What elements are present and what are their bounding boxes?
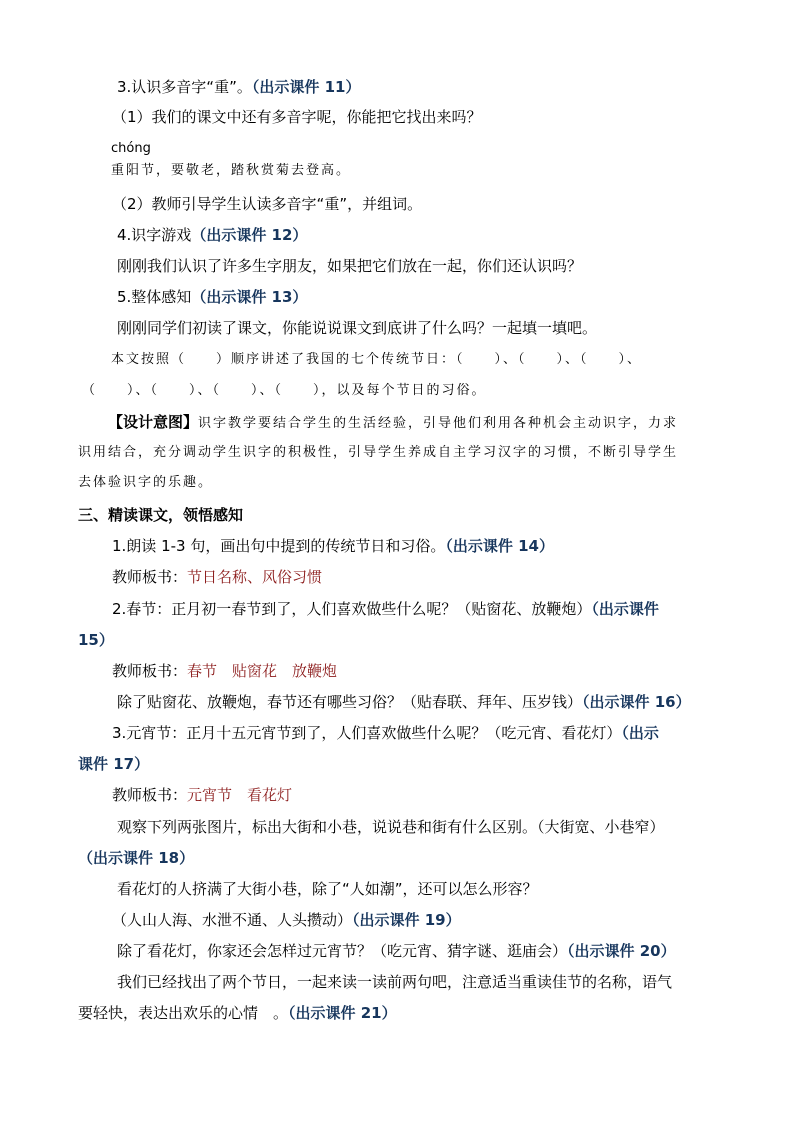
paragraph: （2）教师引导学生认读多音字“重”，并组词。	[112, 195, 423, 213]
section-5-heading	[117, 286, 307, 308]
design-intent-text: 识字教学要结合学生的生活经验，引导他们利用各种机会主动识字，力求	[198, 416, 679, 431]
courseware-ref: （出示课件 16）	[582, 693, 691, 711]
fill-in-blank-line-2: （ ）、（ ）、（ ）、（ ），以及每个节日的习俗。	[82, 383, 487, 398]
text: 除了贴窗花、放鞭炮，春节还有哪些习俗？（贴春联、拜年、压岁钱）	[117, 693, 583, 711]
blackboard-note	[112, 566, 322, 588]
text: （人山人海、水泄不通、人头攒动）	[112, 911, 353, 929]
label: 教师板书：	[112, 568, 188, 586]
courseware-ref: （出示课件 20）	[567, 942, 676, 960]
design-intent-continued: 去体验识字的乐趣。	[78, 475, 214, 490]
paragraph: 刚刚同学们初读了课文，你能说说课文到底讲了什么吗？一起填一填吧。	[117, 319, 598, 337]
heading-text: 5.整体感知	[117, 288, 192, 306]
blackboard-note	[112, 784, 292, 806]
board-content: 春节 贴窗花 放鞭炮	[187, 662, 338, 680]
text: 2.春节：正月初一春节到了，人们喜欢做些什么呢？（贴窗花、放鞭炮）	[112, 600, 592, 618]
text: 除了看花灯，你家还会怎样过元宵节？（吃元宵、猜字谜、逛庙会）	[117, 942, 568, 960]
courseware-ref: （出示课件 19）	[352, 911, 461, 929]
paragraph: 我们已经找出了两个节日，一起来读一读前两句吧，注意适当重读佳节的名称，语气	[117, 973, 673, 991]
text: 3.元宵节：正月十五元宵节到了，人们喜欢做些什么呢？（吃元宵、看花灯）	[112, 724, 622, 742]
courseware-ref: （出示	[621, 724, 659, 742]
label: 教师板书：	[112, 786, 188, 804]
board-content: 元宵节 看花灯	[187, 786, 293, 804]
paragraph: （1）我们的课文中还有多音字呢，你能把它找出来吗？	[112, 108, 482, 126]
section-heading-three: 三、精读课文，领悟感知	[78, 506, 244, 524]
courseware-ref: （出示课件 14）	[445, 537, 554, 555]
paragraph	[78, 1002, 397, 1024]
text: 1.朗读 1-3 句，画出句中提到的传统节日和习俗。	[112, 537, 446, 555]
courseware-ref-continued: 课件 17）	[78, 755, 150, 773]
label: 教师板书：	[112, 662, 188, 680]
heading-text: 3.认识多音字“重”。	[117, 78, 252, 96]
paragraph: 观察下列两张图片，标出大街和小巷，说说巷和街有什么区别。（大街宽、小巷窄）	[117, 818, 665, 836]
paragraph	[112, 722, 659, 744]
design-intent-label: 【设计意图】	[108, 413, 199, 431]
blackboard-note	[112, 660, 337, 682]
courseware-ref: （出示课件 18）	[78, 849, 195, 867]
courseware-ref: （出示课件 12）	[191, 226, 308, 244]
section-3-heading	[117, 76, 360, 98]
courseware-ref: （出示课件	[591, 600, 659, 618]
courseware-ref-continued: 15）	[78, 631, 114, 649]
pinyin-annotation: chóng	[111, 141, 151, 156]
paragraph: 看花灯的人挤满了大街小巷，除了“人如潮”，还可以怎么形容？	[117, 880, 538, 898]
board-content: 节日名称、风俗习惯	[187, 568, 323, 586]
paragraph	[112, 535, 554, 557]
courseware-ref: （出示课件 13）	[191, 288, 308, 306]
paragraph	[112, 598, 659, 620]
paragraph	[117, 691, 691, 713]
design-intent	[108, 411, 678, 435]
courseware-ref: （出示课件 21）	[288, 1004, 397, 1022]
paragraph	[117, 940, 676, 962]
paragraph	[112, 909, 461, 931]
fill-in-blank-line-1: 本文按照（ ）顺序讲述了我国的七个传统节日：（ ）、（ ）、（ ）、	[111, 352, 643, 367]
heading-text: 4.识字游戏	[117, 226, 192, 244]
design-intent-continued: 识用结合，充分调动学生识字的积极性，引导学生养成自主学习汉字的习惯，不断引导学生	[78, 445, 679, 460]
paragraph: 刚刚我们认识了许多生字朋友，如果把它们放在一起，你们还认识吗？	[117, 257, 583, 275]
text: 要轻快，表达出欢乐的心情 。	[78, 1004, 289, 1022]
example-sentence: 重阳节，要敬老，踏秋赏菊去登高。	[111, 163, 352, 178]
courseware-ref: （出示课件 11）	[251, 78, 361, 96]
section-4-heading	[117, 224, 307, 246]
